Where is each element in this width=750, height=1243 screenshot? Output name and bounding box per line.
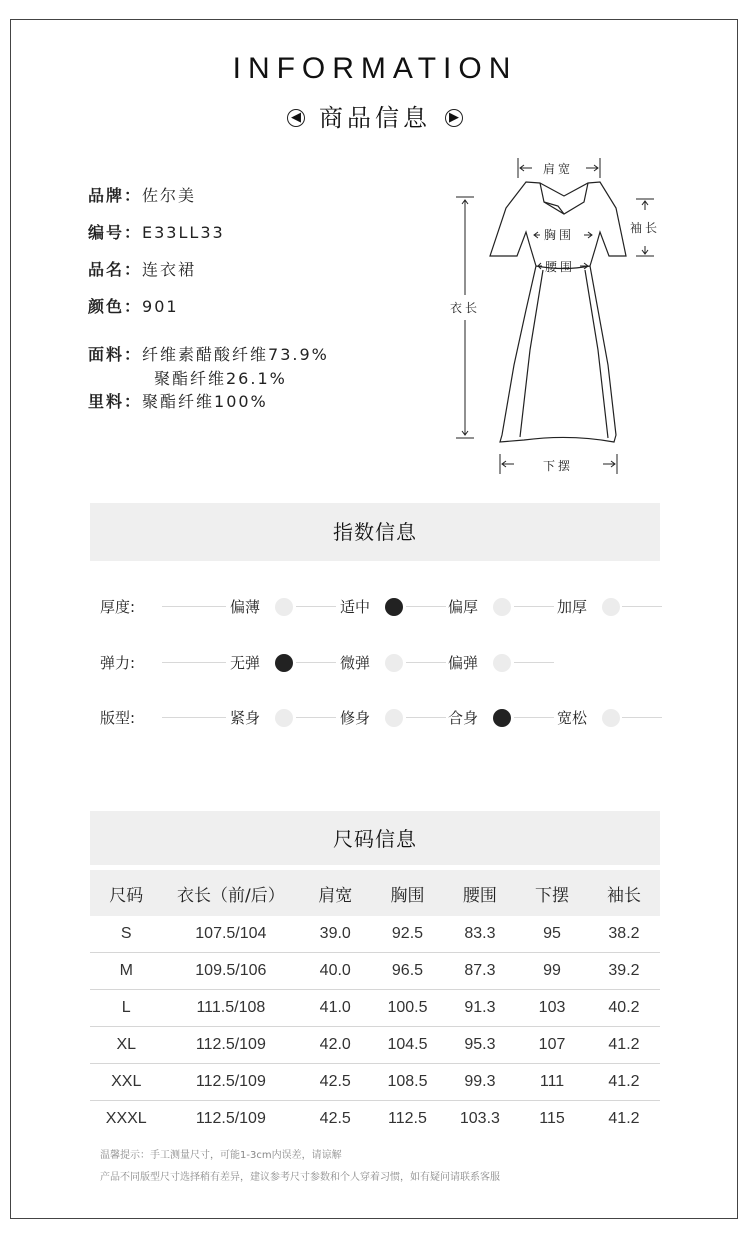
size-table-header: 袖长: [588, 870, 660, 916]
table-cell: S: [90, 916, 162, 953]
divider: [622, 717, 662, 718]
table-cell: XXL: [90, 1064, 162, 1101]
index-option-label: 适中: [340, 598, 371, 616]
left-arrow-icon: ◀: [287, 109, 305, 127]
table-cell: 41.2: [608, 1110, 640, 1127]
index-section-title: 指数信息: [90, 503, 660, 561]
index-option-label: 偏弹: [448, 654, 479, 672]
table-row: [90, 1027, 660, 1064]
note-line-2: 产品不同版型尺寸选择稍有差异，建议参考尺寸参数和个人穿着习惯，如有疑问请联系客服: [100, 1172, 500, 1183]
table-row: [90, 990, 660, 1027]
table-cell: M: [90, 953, 162, 990]
table-cell: 42.5: [319, 1110, 351, 1127]
size-table-header: 胸围: [371, 870, 443, 916]
index-option-label: 加厚: [557, 598, 588, 616]
color-row: [88, 294, 179, 317]
index-row-label: 弹力:: [100, 654, 136, 672]
divider: [296, 606, 336, 607]
table-cell: 112.5: [388, 1110, 427, 1127]
index-option-dot: [385, 654, 403, 672]
code-row: [88, 220, 225, 243]
table-cell: 111: [516, 1064, 588, 1101]
table-cell: XL: [90, 1027, 162, 1064]
table-cell: 39.0: [299, 916, 371, 953]
table-cell: 40.2: [588, 990, 660, 1027]
index-option-dot: [275, 709, 293, 727]
color-label: 颜色：: [88, 297, 143, 316]
index-option-label: 微弹: [340, 654, 371, 672]
table-cell: 41.2: [588, 1064, 660, 1101]
table-cell: XXXL: [105, 1110, 147, 1127]
table-cell: 96.5: [371, 953, 443, 990]
index-row-elasticity: [90, 651, 662, 675]
table-cell: 112.5/109: [195, 1110, 266, 1127]
index-option-dot: [275, 598, 293, 616]
diagram-shoulder-label: 肩宽: [543, 162, 574, 176]
table-row: [90, 953, 660, 990]
fabric-value-line1: 纤维素醋酸纤维73.9%: [142, 345, 329, 364]
lining-row: [88, 389, 268, 412]
index-row-thickness: [90, 595, 662, 619]
divider: [622, 606, 662, 607]
brand-row: [88, 183, 196, 206]
divider: [406, 606, 446, 607]
brand-value: 佐尔美: [142, 186, 197, 205]
title-chinese-text: 商品信息: [319, 104, 431, 132]
index-option-label: 修身: [340, 709, 371, 727]
table-cell: 108.5: [371, 1064, 443, 1101]
table-cell: 104.5: [371, 1027, 443, 1064]
divider: [406, 662, 446, 663]
table-cell: 103.3: [459, 1110, 500, 1127]
table-cell: 112.5/109: [162, 1064, 299, 1101]
table-cell: 99: [516, 953, 588, 990]
fabric-label: 面料：: [88, 345, 143, 364]
size-table-header: 衣长（前/后）: [162, 870, 299, 916]
table-cell: 112.5/109: [162, 1027, 299, 1064]
brand-label: 品牌：: [88, 186, 143, 205]
index-row-fit: [90, 706, 662, 730]
table-cell: 103: [516, 990, 588, 1027]
index-option-label: 偏厚: [448, 598, 479, 616]
table-cell: 40.0: [299, 953, 371, 990]
table-cell: 42.0: [299, 1027, 371, 1064]
size-table: [90, 870, 660, 1137]
size-table-header: 下摆: [516, 870, 588, 916]
fabric-row-2: [154, 366, 287, 389]
table-cell: 41.0: [299, 990, 371, 1027]
index-option-dot-selected: [385, 598, 403, 616]
divider: [514, 717, 554, 718]
size-section-title: 尺码信息: [90, 811, 660, 865]
table-cell: 38.2: [588, 916, 660, 953]
index-option-dot: [602, 598, 620, 616]
table-cell: 99.3: [444, 1064, 516, 1101]
index-option-dot-selected: [493, 709, 511, 727]
name-label: 品名：: [88, 260, 143, 279]
table-cell: 100.5: [371, 990, 443, 1027]
table-cell: 39.2: [588, 953, 660, 990]
index-option-dot-selected: [275, 654, 293, 672]
divider: [296, 662, 336, 663]
diagram-hem-label: 下摆: [543, 459, 574, 473]
name-row: [88, 257, 196, 280]
table-cell: 115: [539, 1110, 565, 1127]
index-option-dot: [602, 709, 620, 727]
size-table-header: 腰围: [444, 870, 516, 916]
divider: [162, 662, 226, 663]
lining-value: 聚酯纤维100%: [142, 392, 268, 411]
divider: [296, 717, 336, 718]
table-cell: 91.3: [444, 990, 516, 1027]
diagram-length-label: 衣长: [450, 301, 481, 315]
table-cell: 111.5/108: [162, 990, 299, 1027]
dress-measurement-diagram: [440, 150, 680, 485]
index-option-label: 无弹: [230, 654, 261, 672]
name-value: 连衣裙: [142, 260, 197, 279]
table-cell: 95.3: [444, 1027, 516, 1064]
table-cell: 107.5/104: [162, 916, 299, 953]
index-option-label: 合身: [448, 709, 479, 727]
table-cell: 83.3: [444, 916, 516, 953]
table-cell: 41.2: [588, 1027, 660, 1064]
divider: [406, 717, 446, 718]
size-table-header: 肩宽: [299, 870, 371, 916]
fabric-value-line2: 聚酯纤维26.1%: [154, 369, 287, 388]
lining-label: 里料：: [88, 392, 143, 411]
index-option-label: 偏薄: [230, 598, 261, 616]
fabric-row: [88, 342, 329, 365]
table-cell: 87.3: [444, 953, 516, 990]
note-line-1: 温馨提示：手工测量尺寸，可能1-3cm内误差，请谅解: [100, 1150, 342, 1161]
table-row: [90, 1101, 660, 1138]
table-cell: 107: [516, 1027, 588, 1064]
index-option-dot: [493, 654, 511, 672]
diagram-sleeve-label: 袖长: [630, 221, 661, 235]
title-chinese: [0, 98, 750, 133]
index-row-label: 版型:: [100, 709, 136, 727]
index-option-label: 紧身: [230, 709, 261, 727]
title-english: INFORMATION: [232, 52, 518, 85]
table-row: [90, 1064, 660, 1101]
right-arrow-icon: ▶: [445, 109, 463, 127]
index-option-label: 宽松: [557, 709, 588, 727]
index-row-label: 厚度:: [100, 598, 136, 616]
table-cell: L: [90, 990, 162, 1027]
table-cell: 42.5: [299, 1064, 371, 1101]
divider: [162, 717, 226, 718]
size-table-header-row: [90, 870, 660, 916]
diagram-waist-label: 腰围: [545, 260, 576, 274]
index-option-dot: [385, 709, 403, 727]
code-label: 编号：: [88, 223, 143, 242]
divider: [514, 606, 554, 607]
divider: [162, 606, 226, 607]
table-cell: 92.5: [371, 916, 443, 953]
color-value: 901: [142, 297, 179, 316]
index-option-dot: [493, 598, 511, 616]
table-row: [90, 916, 660, 953]
code-value: E33LL33: [142, 223, 225, 242]
size-table-header: 尺码: [90, 870, 162, 916]
table-cell: 109.5/106: [162, 953, 299, 990]
divider: [514, 662, 554, 663]
diagram-chest-label: 胸围: [544, 228, 575, 242]
table-cell: 95: [516, 916, 588, 953]
